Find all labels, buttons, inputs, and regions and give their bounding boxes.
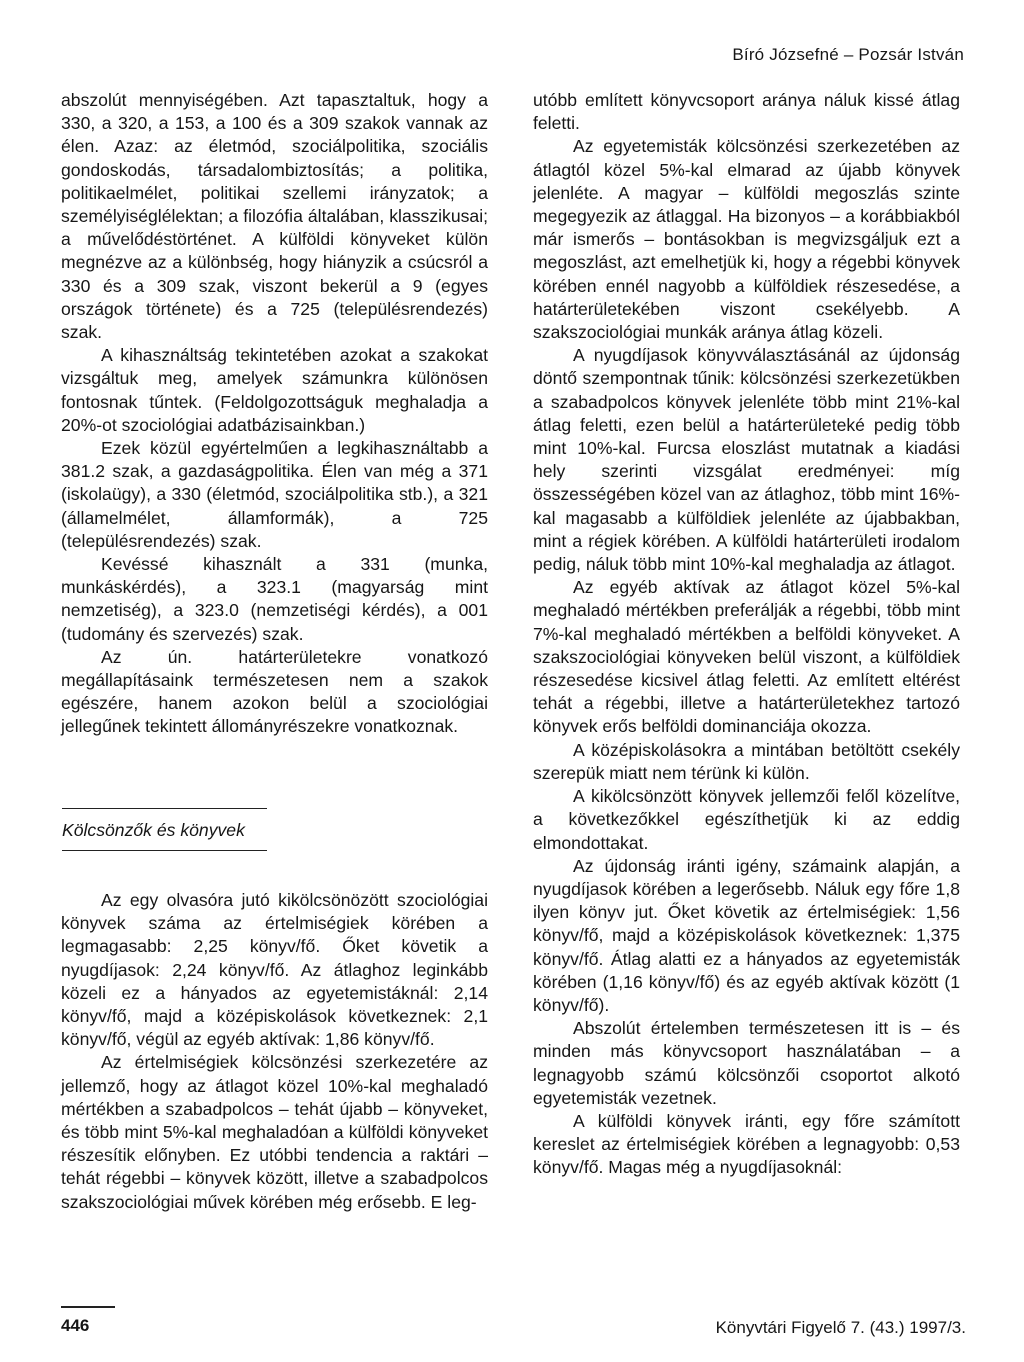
- right-column: [533, 89, 960, 1180]
- section-heading-block: [61, 808, 488, 851]
- footer-rule: [61, 1306, 115, 1308]
- body-paragraph: A kikölcsönzött könyvek jellemzői felől közelítve, a következőkkel egészíthetjük ki az eddig elmondottakat.: [533, 786, 960, 853]
- journal-citation: Könyvtári Figyelő 7. (43.) 1997/3.: [715, 1318, 966, 1337]
- body-paragraph: A külföldi könyvek iránti, egy főre számított kereslet az értelmiségiek körében a legnagyobb: 0,53 könyv/fő. Magas még a nyugdíjasoknál:: [533, 1110, 960, 1178]
- page-number: 446: [61, 1316, 90, 1335]
- body-paragraph: Az egyetemisták kölcsönzési szerkezetében az átlagtól közel 5%-kal elmarad az újabb könyvek jelenléte. A magyar – külföldi megoszlás szinte megegyezik az átlaggal. Ha bizonyos – a korábbiakból már ismerős – bontásokban is megvizsgáljuk ezt a megoszlást, azt emelhetjük ki, hogy a régebbi könyvek körében ennél nagyobb a külföldiek részesedése, a határterületekében viszont csekélyebb. A szakszociológiai munkák aránya átlag közeli.: [533, 136, 960, 343]
- running-head-authors: Bíró Józsefné – Pozsár István: [732, 45, 964, 64]
- body-paragraph: utóbb említett könyvcsoport aránya náluk kissé átlag feletti.: [533, 90, 960, 134]
- section-title: Kölcsönzők és könyvek: [62, 819, 245, 840]
- body-paragraph: Az egyéb aktívak az átlagot közel 5%-kal meghaladó mértékben preferálják a régebbi, több mint 7%-kal meghaladó mértékben a belföldi könyveket. A szakszociológiai könyveken belül viszont, a külföldiek részesedése kicsivel átlag feletti. Az említett eltérést tehát a régebbi, illetve a határterületekhez tartozó könyvek erős belföldi dominanciája okozza.: [533, 577, 960, 737]
- body-paragraph: Ezek közül egyértelműen a legkihasználtabb a 381.2 szak, a gazdaságpolitika. Élen van még a 371 (iskolaügy), a 330 (életmód, szociálpolitika stb.), a 321 (államelmélet, államformák), a 725 (településrendezés) szak.: [61, 438, 488, 551]
- body-paragraph: Az egy olvasóra jutó kikölcsönözött szociológiai könyvek száma az értelmiségiek körében a legmagasabb: 2,25 könyv/fő. Őket követik a nyugdíjasok: 2,24 könyv/fő. Az átlaghoz leginkább közeli ez a hányados az egyetemistáknál: 2,14 könyv/fő, majd a középiskolások következnek: 2,1 könyv/fő, végül az egyéb aktívak: 1,86 könyv/fő.: [61, 889, 488, 1050]
- section-rule-top: [62, 808, 267, 809]
- body-paragraph: A nyugdíjasok könyvválasztásánál az újdonság döntő szempontnak tűnik: kölcsönzési szerkezetükben a szabadpolcos könyvek jelenléte több mint 21%-kal átlag feletti, ezen belül a határterületeké pedig több mint 10%-kal. Furcsa eloszlást mutatnak a kiadási hely szerinti vizsgálat eredményei: míg összességében közel van az átlaghoz, több mint 16%-kal magasabb a külföldiek jelenléte az újabbakban, mint a régiek körében. A külföldi határterületi irodalom pedig, náluk több mint 10%-kal meghaladja az átlagot.: [533, 345, 960, 575]
- body-paragraph: A kihasználtság tekintetében azokat a szakokat vizsgáltuk meg, amelyek számunkra különösen fontosnak tűntek. (Feldolgozottságuk meghaladja a 20%-ot szociológiai adatbázisainkban.): [61, 345, 488, 435]
- body-paragraph: A középiskolásokra a mintában betöltött csekély szerepük miatt nem térünk ki külön.: [533, 739, 960, 783]
- body-paragraph: Az értelmiségiek kölcsönzési szerkezetére az jellemző, hogy az átlagot közel 10%-kal meghaladó mértékben a szabadpolcos – tehát újabb – könyveket, és több mint 5%-kal meghaladóan a külföldi könyveket részesítik előnyben. Ez utóbbi tendencia a raktári – tehát régebbi – könyvek között, illetve a szabadpolcos szakszociológiai művek körében még erősebb. E leg-: [61, 1052, 488, 1212]
- body-paragraph: Az újdonság iránti igény, számaink alapján, a nyugdíjasok körében a legerősebb. Náluk egy főre 1,8 ilyen könyv jut. Őket követik az értelmiségiek: 1,56 könyv/fő, majd a középiskolások következnek: 1,375 könyv/fő. Átlag alatti ez a hányados az egyetemisták körében (1,16 könyv/fő) és az egyéb aktívak között (1 könyv/fő).: [533, 855, 960, 1015]
- body-paragraph: abszolút mennyiségében. Azt tapasztaltuk, hogy a 330, a 320, a 153, a 100 és a 309 szakok vannak az élen. Azaz: az életmód, szociálpolitika, szociális gondoskodás, társadalombiztosítás; a politika, politikaelmélet, politikai szellemi irányzatok; a személyiséglélektan; a filozófia általában, klasszikusai; a művelődéstörténet. A külföldi könyveket külön megnézve az a különbség, hogy hiányzik a csúcsról a 330 és a 309 szak, viszont bekerül a 9 (egyes országok története) és a 725 (településrendezés) szak.: [61, 90, 488, 343]
- body-paragraph: Kevéssé kihasznált a 331 (munka, munkáskérdés), a 323.1 (magyarság mint nemzetiség), a 323.0 (nemzetiségi kérdés), a 001 (tudomány és szervezés) szak.: [61, 554, 488, 644]
- body-paragraph: Az ún. határterületekre vonatkozó megállapításaink természetesen nem a szakok egészére, hanem azokon belül a szociológiai jellegűnek tekintett állományrészekre vonatkoznak.: [61, 646, 488, 737]
- section-rule-bottom: [62, 850, 267, 851]
- body-paragraph: Abszolút értelemben természetesen itt is – és minden más könyvcsoport használatában – a legnagyobb számú kölcsönzői csoportot alkotó egyetemisták vezetnek.: [533, 1018, 960, 1108]
- left-column: [61, 89, 488, 1214]
